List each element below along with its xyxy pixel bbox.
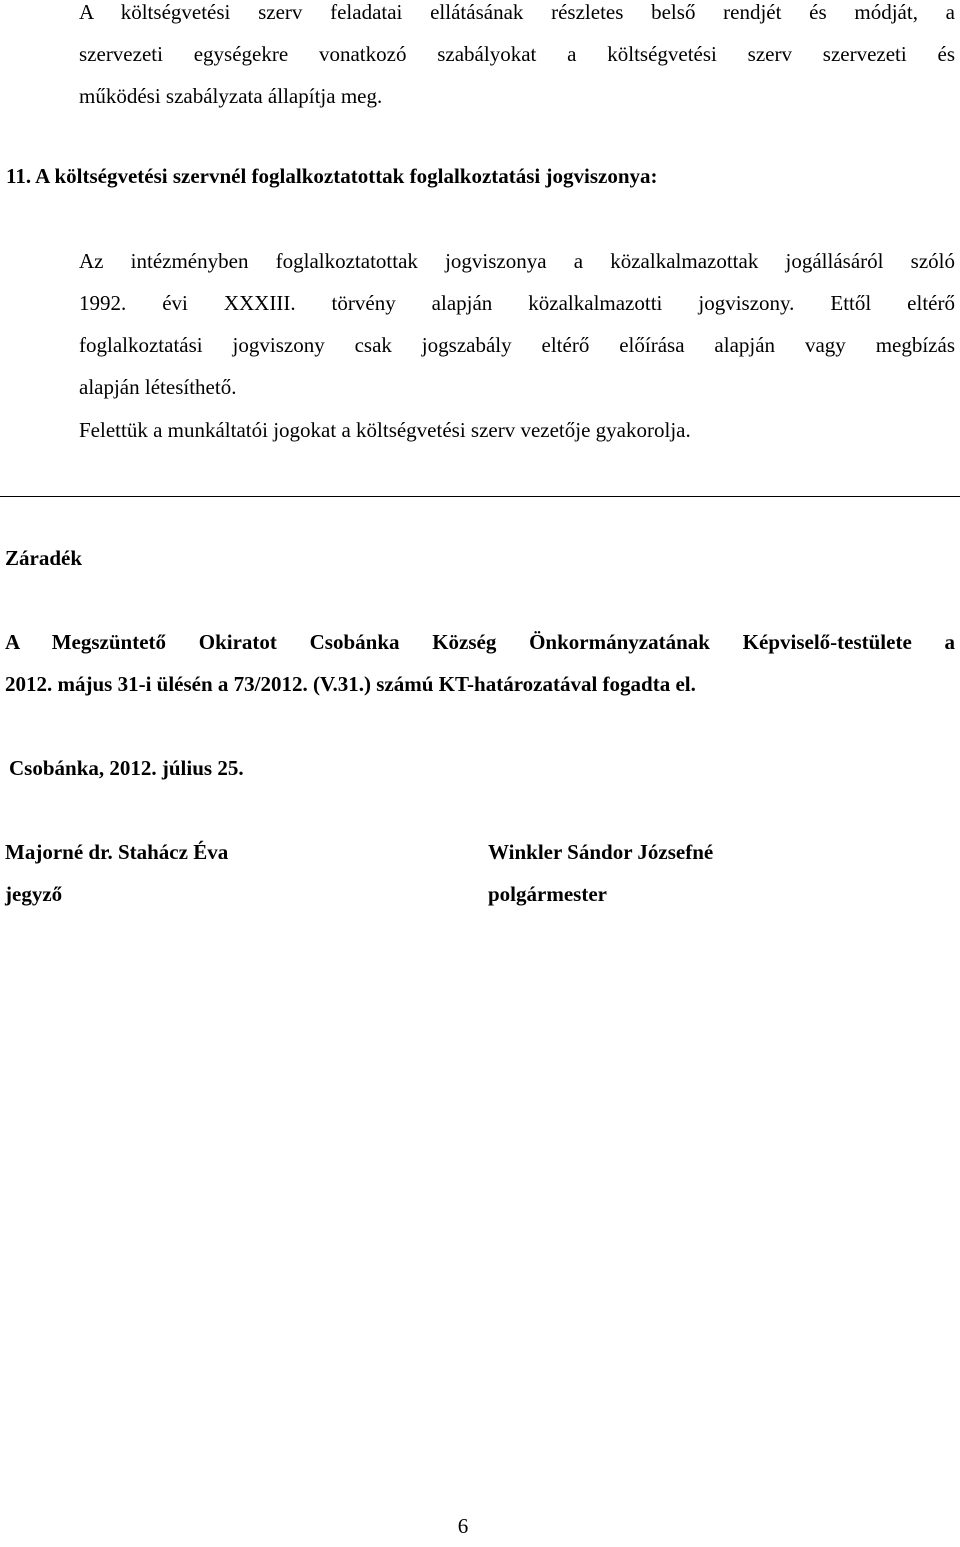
zaradek-title: Záradék [5,546,83,570]
signatory-role-notary: jegyző [5,882,63,906]
intro-line: A költségvetési szerv feladatai ellátásának részletes belső rendjét és módját, a [79,0,955,24]
employment-line: alapján létesíthető. [79,375,237,399]
employment-line: foglalkoztatási jogviszony csak jogszabály eltérő előírása alapján vagy megbízás [79,333,955,357]
zaradek-line: A Megszüntető Okiratot Csobánka Község Önkormányzatának Képviselő-testülete a [5,630,955,654]
employment-paragraph [79,240,955,408]
intro-paragraph [79,0,955,117]
signatory-name-notary: Majorné dr. Stahácz Éva [5,840,229,864]
signatory-name-mayor: Winkler Sándor Józsefné [488,840,714,864]
signatory-role-mayor: polgármester [488,882,607,906]
intro-line: szervezeti egységekre vonatkozó szabályokat a költségvetési szerv szervezeti és [79,42,955,66]
zaradek-line: 2012. május 31-i ülésén a 73/2012. (V.31.) számú KT-határozatával fogadta el. [5,672,696,696]
horizontal-divider [0,496,960,497]
section-heading: 11. A költségvetési szervnél foglalkoztatottak foglalkoztatási jogviszonya: [6,164,658,188]
employment-line: 1992. évi XXXIII. törvény alapján közalkalmazotti jogviszony. Ettől eltérő [79,291,955,315]
employment-line: Az intézményben foglalkoztatottak jogviszonya a közalkalmazottak jogállásáról szóló [79,249,955,273]
intro-line: működési szabályzata állapítja meg. [79,84,383,108]
zaradek-paragraph [5,621,955,705]
page-number: 6 [457,1514,469,1538]
employer-rights-paragraph: Felettük a munkáltatói jogokat a költségvetési szerv vezetője gyakorolja. [79,418,691,442]
place-and-date: Csobánka, 2012. július 25. [9,756,244,780]
